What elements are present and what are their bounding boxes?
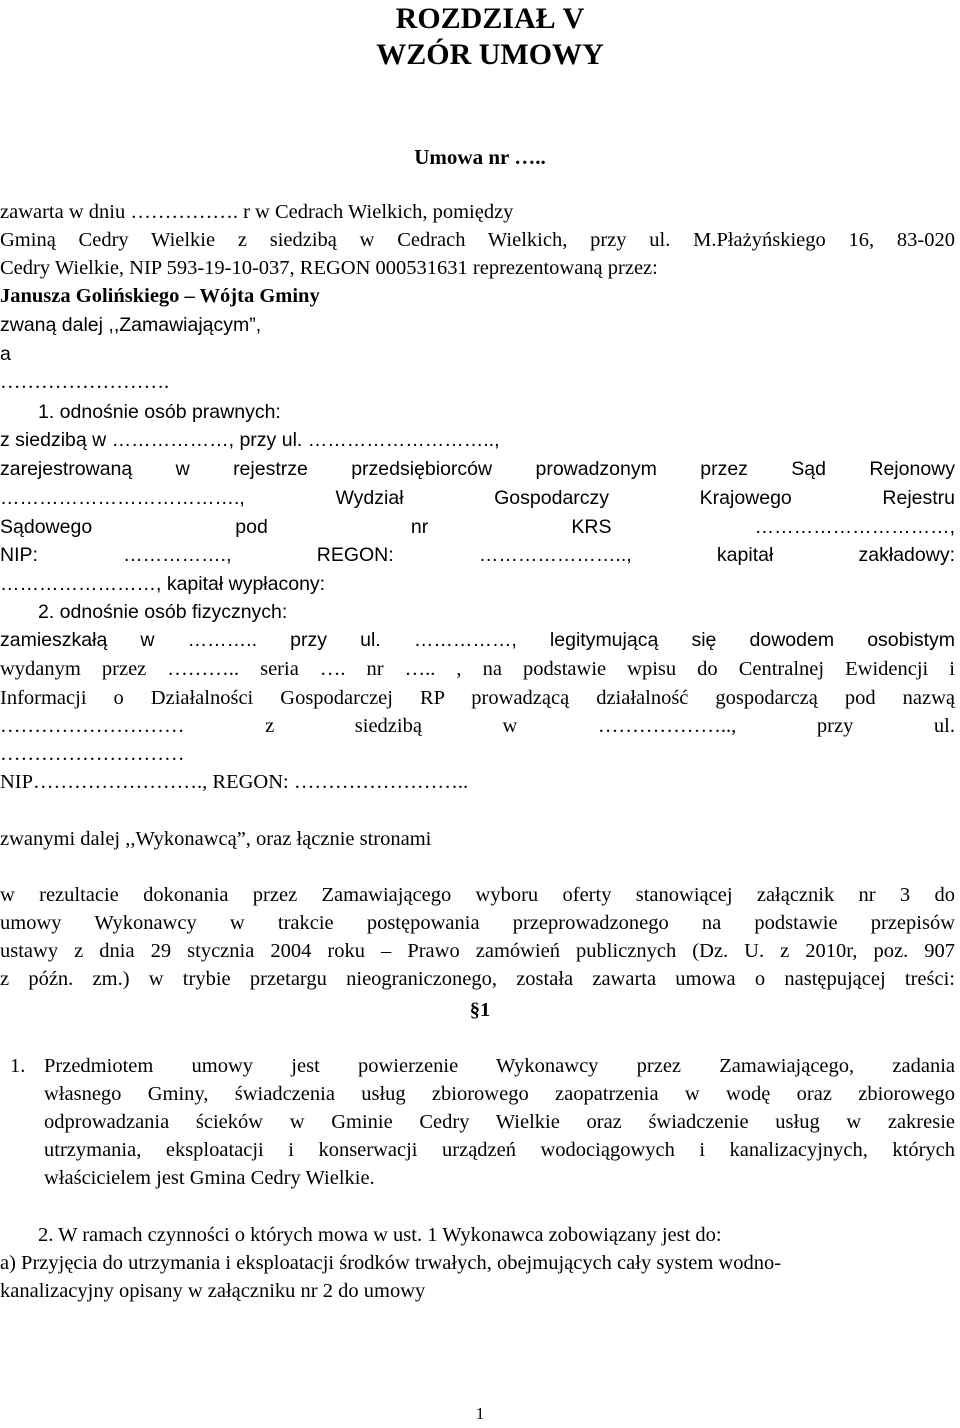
parties-line-13: NIP: ……………., REGON: ………………….., kapitał zakładowy: bbox=[0, 544, 955, 566]
page-number: 1 bbox=[475, 1404, 485, 1423]
parties-line-6: a bbox=[0, 343, 11, 365]
paragraph-1-line-4: utrzymania, eksploatacji i konserwacji urządzeń wodociągowych i kanalizacyjnych, których bbox=[44, 1139, 955, 1161]
paragraph-1-line-1: Przedmiotem umowy jest powierzenie Wykonawcy przez Zamawiającego, zadania bbox=[44, 1055, 955, 1077]
item-a-line-2: kanalizacyjny opisany w załączniku nr 2 do umowy bbox=[0, 1280, 426, 1302]
paragraph-1-line-2: własnego Gminy, świadczenia usług zbiorowego zaopatrzenia w wodę oraz zbiorowego bbox=[44, 1083, 955, 1105]
parties-line-10: zarejestrowaną w rejestrze przedsiębiorców prowadzonym przez Sąd Rejonowy bbox=[0, 458, 955, 480]
parties-line-12: Sądowego pod nr KRS …………………………, bbox=[0, 516, 955, 538]
paragraph-1-line-5: właścicielem jest Gmina Cedry Wielkie. bbox=[44, 1167, 375, 1189]
natural-persons-heading: 2. odnośnie osób fizycznych: bbox=[38, 601, 288, 623]
parties-line-14: ……………………, kapitał wypłacony: bbox=[0, 573, 326, 595]
section-heading-1: §1 bbox=[469, 999, 491, 1021]
parties-line-2: Gminą Cedry Wielkie z siedzibą w Cedrach Wielkich, przy ul. M.Płażyńskiego 16, 83-020 bbox=[0, 229, 955, 251]
parties-line-22: zwanymi dalej ,,Wykonawcą”, oraz łącznie stronami bbox=[0, 828, 432, 850]
chapter-heading: ROZDZIAŁ V bbox=[395, 2, 585, 35]
paragraph-1-line-3: odprowadzania ścieków w Gminie Cedry Wielkie oraz świadczenie usług w zakresie bbox=[44, 1111, 955, 1133]
parties-line-21: NIP……………………., REGON: …………………….. bbox=[0, 771, 469, 793]
representative-name: Janusza Golińskiego – Wójta Gminy bbox=[0, 285, 320, 307]
recital-line-1: w rezultacie dokonania przez Zamawiającego wyboru oferty stanowiącej załącznik nr 3 do bbox=[0, 884, 955, 906]
parties-line-19: ……………………… z siedzibą w ……………….., przy ul. bbox=[0, 715, 955, 737]
recital-line-2: umowy Wykonawcy w trakcie postępowania przeprowadzonego na podstawie przepisów bbox=[0, 912, 955, 934]
parties-line-11: ………………………………., Wydział Gospodarczy Krajowego Rejestru bbox=[0, 487, 955, 509]
parties-line-3: Cedry Wielkie, NIP 593-19-10-037, REGON 000531631 reprezentowaną przez: bbox=[0, 257, 658, 279]
recital-line-4: z późn. zm.) w trybie przetargu nieograniczonego, została zawarta umowa o następującej treści: bbox=[0, 968, 955, 990]
paragraph-2: 2. W ramach czynności o których mowa w ust. 1 Wykonawca zobowiązany jest do: bbox=[38, 1224, 722, 1246]
parties-line-1: zawarta w dniu ……………. r w Cedrach Wielkich, pomiędzy bbox=[0, 201, 514, 223]
parties-line-20: ……………………… bbox=[0, 743, 185, 765]
recital-line-3: ustawy z dnia 29 stycznia 2004 roku – Prawo zamówień publicznych (Dz. U. z 2010r, poz. 907 bbox=[0, 940, 955, 962]
parties-line-16: zamieszkałą w ……….. przy ul. ……………, legitymującą się dowodem osobistym bbox=[0, 629, 955, 651]
parties-line-5: zwaną dalej ,,Zamawiającym”, bbox=[0, 314, 262, 336]
legal-persons-heading: 1. odnośnie osób prawnych: bbox=[38, 401, 281, 423]
parties-line-7: ……………………. bbox=[0, 371, 170, 393]
item-a-line-1: a) Przyjęcia do utrzymania i eksploatacji środków trwałych, obejmujących cały system wodno- bbox=[0, 1252, 782, 1274]
document-title: WZÓR UMOWY bbox=[376, 38, 604, 71]
parties-line-9: z siedzibą w ………………, przy ul. ……………………….., bbox=[0, 429, 500, 451]
parties-line-18: Informacji o Działalności Gospodarczej RP prowadzącą działalność gospodarczą pod nazwą bbox=[0, 687, 955, 709]
contract-number: Umowa nr ….. bbox=[414, 145, 546, 169]
paragraph-1-number: 1. bbox=[10, 1055, 26, 1077]
parties-line-17: wydanym przez ……….. seria …. nr ….. , na podstawie wpisu do Centralnej Ewidencji i bbox=[0, 658, 955, 680]
